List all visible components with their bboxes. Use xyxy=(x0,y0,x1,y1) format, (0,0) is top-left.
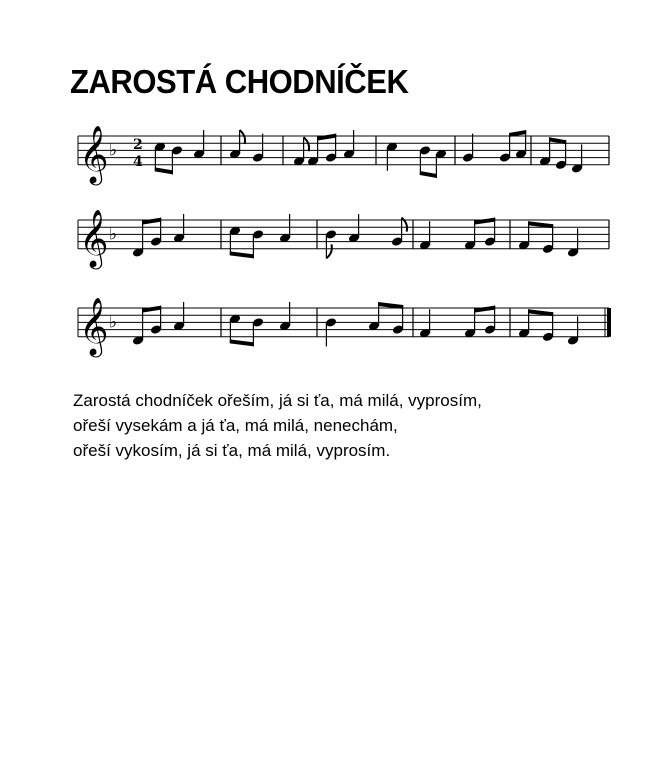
note-beam xyxy=(142,218,161,225)
note-beam xyxy=(142,306,161,313)
treble-clef-icon: 𝄞 xyxy=(79,124,109,183)
note-flag xyxy=(326,244,331,258)
lyrics-line-1: Zarostá chodníček ořeším, já si ťa, má milá, vyprosím, xyxy=(73,391,482,410)
note-beam xyxy=(155,167,173,174)
note-flag xyxy=(304,137,309,151)
time-signature-top: 2 xyxy=(133,136,143,153)
final-barline-thick xyxy=(607,308,611,337)
key-signature-flat-icon: ♭ xyxy=(109,140,118,161)
lyrics-line-2: ořeší vysekám a já ťa, má milá, nenechám, xyxy=(73,416,398,435)
note-beam xyxy=(230,251,254,258)
staff-system-1 xyxy=(78,125,609,186)
lyrics-block xyxy=(73,388,482,463)
note-beam xyxy=(474,218,495,225)
key-signature-flat-icon: ♭ xyxy=(109,312,118,333)
song-title: ZAROSTÁ CHODNÍČEK xyxy=(70,63,409,100)
treble-clef-icon: 𝄞 xyxy=(79,208,109,267)
time-signature-bottom: 4 xyxy=(133,153,143,170)
treble-clef-icon: 𝄞 xyxy=(79,296,109,355)
note-beam xyxy=(420,171,437,178)
note-flag xyxy=(240,130,245,144)
lyrics-line-3: ořeší vykosím, já si ťa, má milá, vyprosím. xyxy=(73,441,391,460)
staff-system-3 xyxy=(78,297,611,358)
note-beam xyxy=(317,134,336,141)
note-beam xyxy=(474,306,495,313)
key-signature-flat-icon: ♭ xyxy=(109,224,118,245)
note-beam xyxy=(230,339,254,346)
staff-system-2 xyxy=(78,209,609,270)
